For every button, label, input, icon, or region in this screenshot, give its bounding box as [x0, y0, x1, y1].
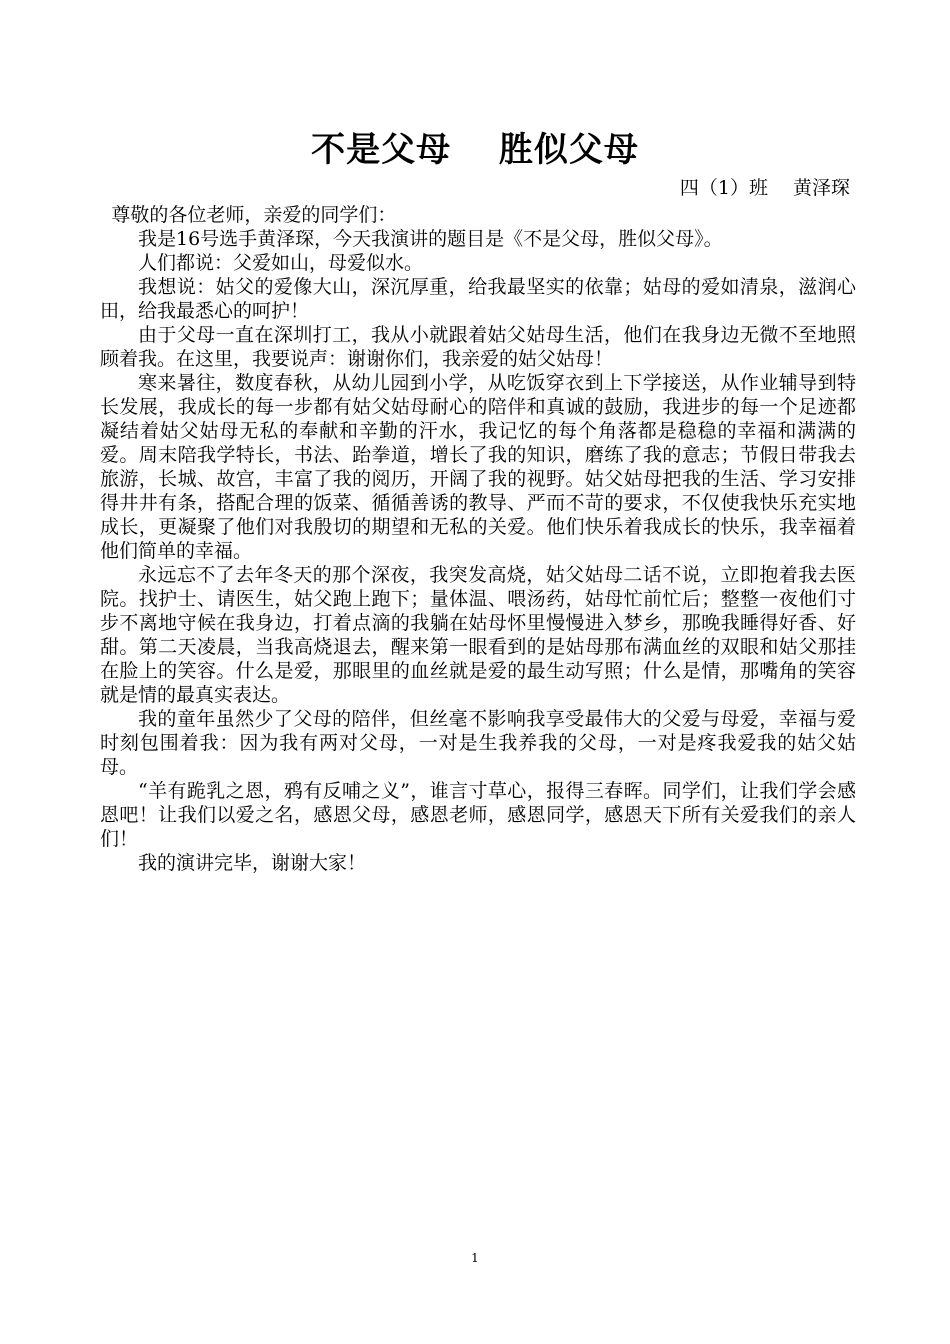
greeting-line: 尊敬的各位老师，亲爱的同学们： [111, 204, 397, 226]
paragraph-closing: 我的演讲完毕，谢谢大家！ [138, 852, 367, 874]
paragraph-growth: 寒来暑往，数度春秋，从幼儿园到小学，从吃饭穿衣到上下学接送，从作业辅导到特长发展，我成长的每一步都有姑父姑母耐心的陪伴和真诚的鼓励，我进步的每一个足迹都凝结着姑父姑母无私的奉献和辛勤的汗水，我记忆的每个角落都是稳稳的幸福和满满的爱。周末陪我学特长，书法、跆拳道，增长了我的知识，磨练了我的意志；节假日带我去旅游，长城、故宫，丰富了我的阅历，开阔了我的视野。姑父姑母把我的生活、学习安排得井井有条，搭配合理的饭菜、循循善诱的教导、严而不苛的要求，不仅使我快乐充实地成长，更凝聚了他们对我殷切的期望和无私的关爱。他们快乐着我成长的快乐，我幸福着他们简单的幸福。 [100, 372, 856, 562]
paragraph-childhood: 我的童年虽然少了父母的陪伴，但丝毫不影响我享受最伟大的父爱与母爱，幸福与爱时刻包围着我：因为我有两对父母，一对是生我养我的父母，一对是疼我爱我的姑父姑母。 [100, 708, 856, 778]
paragraph-metaphor: 我想说：姑父的爱像大山，深沉厚重，给我最坚实的依靠；姑母的爱如清泉，滋润心田，给我最悉心的呵护！ [100, 276, 856, 322]
speech-body [100, 203, 856, 875]
paragraph-intro: 我是16号选手黄泽琛，今天我演讲的题目是《不是父母，胜似父母》。 [138, 228, 723, 250]
author-byline: 四（1）班 黄泽琛 [679, 177, 850, 199]
paragraph-gratitude: “羊有跪乳之恩，鸦有反哺之义”，谁言寸草心，报得三春晖。同学们，让我们学会感恩吧！让我们以爱之名，感恩父母，感恩老师，感恩同学，感恩天下所有关爱我们的亲人们！ [100, 780, 856, 850]
paragraph-saying: 人们都说：父爱如山，母爱似水。 [138, 252, 424, 274]
page-number: 1 [471, 1251, 479, 1265]
paragraph-background: 由于父母一直在深圳打工，我从小就跟着姑父姑母生活，他们在我身边无微不至地照顾着我。在这里，我要说声：谢谢你们，我亲爱的姑父姑母！ [100, 324, 856, 370]
paragraph-fever-night: 永远忘不了去年冬天的那个深夜，我突发高烧，姑父姑母二话不说，立即抱着我去医院。找护士、请医生，姑父跑上跑下；量体温、喂汤药，姑母忙前忙后；整整一夜他们寸步不离地守候在我身边，打着点滴的我躺在姑母怀里慢慢进入梦乡，那晚我睡得好香、好甜。第二天凌晨，当我高烧退去，醒来第一眼看到的是姑母那布满血丝的双眼和姑父那挂在脸上的笑容。什么是爱，那眼里的血丝就是爱的最生动写照；什么是情，那嘴角的笑容就是情的最真实表达。 [100, 564, 856, 706]
document-title: 不是父母 胜似父母 [311, 130, 639, 170]
